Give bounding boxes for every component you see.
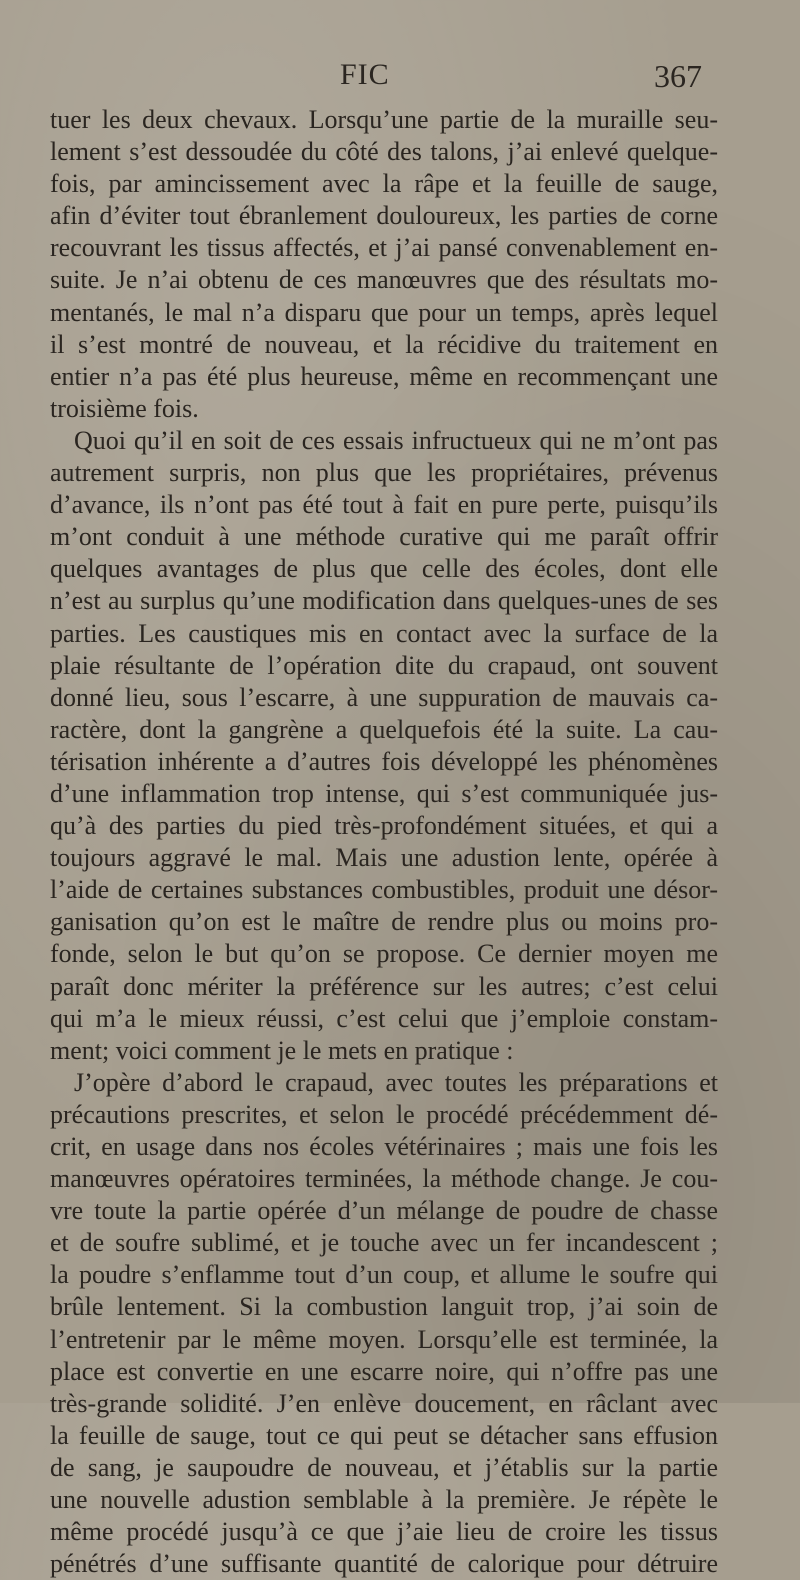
text-line: fois, par amincissement avec la râpe et la feuille de sauge, [50, 169, 718, 199]
text-line: fonde, selon le but qu’on se propose. Ce dernier moyen me [50, 939, 718, 969]
text-line: une nouvelle adustion semblable à la première. Je répète le [50, 1485, 718, 1515]
text-line: brûle lentement. Si la combustion languit trop, j’ai soin de [50, 1292, 718, 1322]
text-line: ment; voici comment je le mets en pratique : [50, 1035, 514, 1065]
text-line: parties. Les caustiques mis en contact avec la surface de la [50, 618, 718, 648]
text-line: afin d’éviter tout ébranlement douloureux, les parties de corne [50, 201, 718, 231]
text-line: manœuvres opératoires terminées, la méthode change. Je cou- [50, 1164, 718, 1194]
text-line: la poudre s’enflamme tout d’un coup, et allume le soufre qui [50, 1260, 718, 1290]
text-line: précautions prescrites, et selon le procédé précédemment dé- [50, 1099, 718, 1129]
running-head [0, 58, 800, 102]
text-line: la feuille de sauge, tout ce qui peut se détacher sans effusion [50, 1420, 718, 1450]
text-line: autrement surpris, non plus que les propriétaires, prévenus [50, 458, 718, 488]
paragraph-first-line: Quoi qu’il en soit de ces essais infructueux qui ne m’ont pas [74, 425, 718, 455]
text-line: entier n’a pas été plus heureuse, même en recommençant une [50, 361, 718, 391]
text-line: n’est au surplus qu’une modification dans quelques-unes de ses [50, 586, 718, 616]
running-head-title: FIC [340, 58, 390, 91]
text-line: mentanés, le mal n’a disparu que pour un temps, après lequel [50, 297, 718, 327]
text-line: suite. Je n’ai obtenu de ces manœuvres que des résultats mo- [50, 265, 718, 295]
text-line: lement s’est dessoudée du côté des talons, j’ai enlevé quelque- [50, 137, 718, 167]
text-line: il s’est montré de nouveau, et la récidive du traitement en [50, 329, 718, 359]
text-line: recouvrant les tissus affectés, et j’ai pansé convenablement en- [50, 233, 718, 263]
text-line: quelques avantages de plus que celle des écoles, dont elle [50, 554, 718, 584]
text-line: même procédé jusqu’à ce que j’aie lieu de croire les tissus [50, 1517, 718, 1547]
text-line: plaie résultante de l’opération dite du crapaud, ont souvent [50, 650, 718, 680]
text-line: m’ont conduit à une méthode curative qui me paraît offrir [50, 522, 718, 552]
text-line: crit, en usage dans nos écoles vétérinaires ; mais une fois les [50, 1132, 718, 1161]
text-line: de sang, je saupoudre de nouveau, et j’établis sur la partie [50, 1452, 718, 1482]
text-line: et de soufre sublimé, et je touche avec un fer incandescent ; [50, 1228, 718, 1258]
text-line: qu’à des parties du pied très-profondément situées, et qui a [50, 811, 718, 841]
text-line: l’aide de certaines substances combustibles, produit une désor- [50, 875, 718, 905]
text-line: toujours aggravé le mal. Mais une adustion lente, opérée à [50, 843, 718, 873]
paragraph-first-line: J’opère d’abord le crapaud, avec toutes les préparations et [74, 1067, 718, 1097]
text-line: donné lieu, sous l’escarre, à une suppuration de mauvais ca- [50, 682, 718, 712]
body-text [50, 104, 718, 1580]
text-line: très-grande solidité. J’en enlève doucement, en râclant avec [50, 1388, 718, 1418]
text-line: qui m’a le mieux réussi, c’est celui que j’emploie constam- [50, 1003, 718, 1033]
text-line: tuer les deux chevaux. Lorsqu’une partie de la muraille seu- [50, 105, 718, 134]
text-line: térisation inhérente a d’autres fois développé les phénomènes [50, 746, 718, 776]
text-line: pénétrés d’une suffisante quantité de calorique pour détruire [50, 1549, 718, 1579]
text-line: vre toute la partie opérée d’un mélange de poudre de chasse [50, 1196, 718, 1226]
text-line: place est convertie en une escarre noire, qui n’offre pas une [50, 1356, 718, 1386]
text-line: d’avance, ils n’ont pas été tout à fait en pure perte, puisqu’ils [50, 490, 718, 520]
text-line: troisième fois. [50, 393, 199, 423]
text-line: paraît donc mériter la préférence sur les autres; c’est celui [50, 971, 718, 1001]
text-line: ractère, dont la gangrène a quelquefois été la suite. La cau- [50, 714, 718, 744]
text-line: d’une inflammation trop intense, qui s’est communiquée jus- [50, 778, 718, 808]
text-line: l’entretenir par le même moyen. Lorsqu’elle est terminée, la [50, 1324, 718, 1354]
page-number: 367 [654, 58, 702, 94]
text-line: ganisation qu’on est le maître de rendre plus ou moins pro- [50, 907, 718, 937]
